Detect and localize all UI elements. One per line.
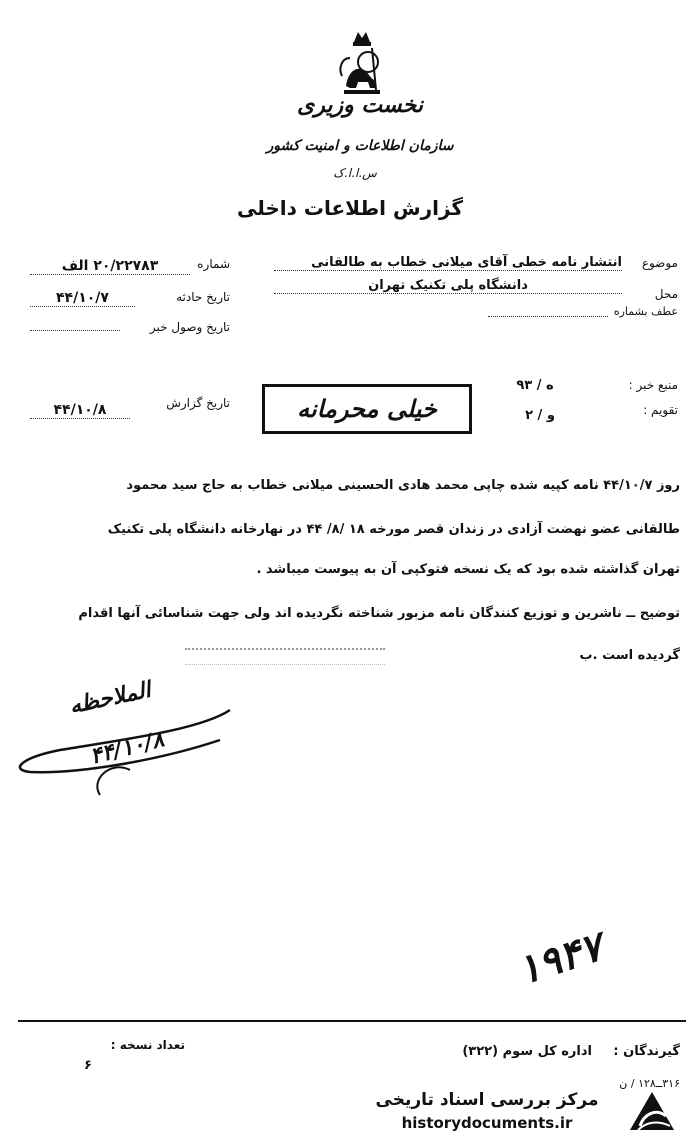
archive-number: ۱۹۴۷ [511,922,609,995]
recipients-label: گیرندگان : [613,1044,680,1059]
copies-value: ۶ [84,1058,92,1073]
body-line-3: تهران گذاشته شده بود که یک نسخه فتوکپی آن به پیوست میباشد . [256,562,680,577]
number-label: شماره [197,257,230,271]
handwritten-date: ۴۴/۱۰/۸ [87,726,167,770]
report-date-value: ۴۴/۱۰/۸ [30,402,130,419]
receipt-date-label: تاریخ وصول خبر [149,320,230,334]
note-line-1: توضیح ــ ناشرین و توزیع کنندگان نامه مزبور شناخته نگردیده اند ولی جهت شناسائی آنها اقدام [78,606,680,621]
subject-value: انتشار نامه خطی آقای میلانی خطاب به طالقانی [274,255,622,271]
location-label: محل [654,287,678,301]
faint-dotted-mark [185,648,385,665]
classification-stamp: خیلی محرمانه [262,384,472,434]
watermark-text: مرکز بررسی اسناد تاریخی [375,1090,599,1110]
evaluation-value: و / ۲ [525,408,555,423]
ministry-title: نخست وزیری [297,92,423,118]
office-code: س.ا.ا.ک [333,166,377,180]
incident-date-value: ۴۴/۱۰/۷ [30,290,135,307]
evaluation-label: تقویم : [643,403,678,417]
handwritten-signature: الملاحظه [67,676,153,720]
incident-date-label: تاریخ حادثه [176,290,230,304]
organization-name: سازمان اطلاعات و امنیت کشور [266,138,454,154]
body-line-1: روز ۴۴/۱۰/۷ نامه کپیه شده چاپی محمد هادی الحسینی میلانی خطاب به حاج سید محمود [126,478,680,493]
watermark-url: historydocuments.ir [401,1114,573,1132]
signature-flourish-icon [0,700,250,810]
source-label: منبع خبر : [628,378,678,392]
source-value: ه / ۹۳ [516,378,554,393]
location-value: دانشگاه پلی تکنیک تهران [274,278,622,294]
note-line-2: گردیده است .ب [579,648,680,663]
report-date-label: تاریخ گزارش [166,396,230,410]
document-title: گزارش اطلاعات داخلی [236,196,464,220]
history-documents-logo-icon [624,1086,680,1136]
lion-and-sun-emblem-icon [332,28,392,100]
number-value: ۲۰/۲۲۷۸۳ الف [30,258,190,275]
copies-label: تعداد نسخه : [110,1038,185,1052]
footer-divider [18,1020,686,1022]
receipt-date-value-line [30,322,120,331]
body-line-2: طالقانی عضو نهضت آزادی در زندان قصر مورخه ۱۸ /۸/ ۴۴ در نهارخانه دانشگاه پلی تکنیک [107,522,680,537]
reference-label: عطف بشماره [613,305,678,318]
reference-value-line [488,310,608,317]
subject-label: موضوع [641,256,678,270]
form-code: ۳۱۶ــ۱۲۸ / ن [619,1077,680,1090]
recipients-value: اداره کل سوم (۳۲۲) [462,1044,592,1059]
